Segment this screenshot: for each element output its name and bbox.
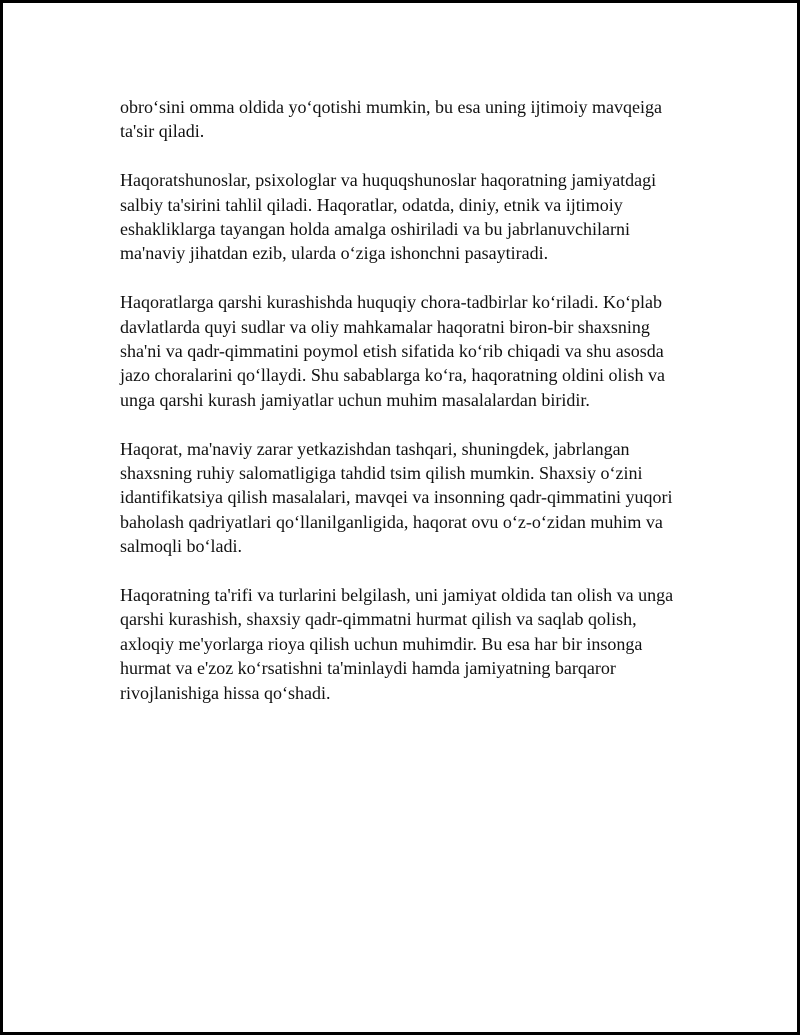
text-line: rivojlanishiga hissa qo‘shadi. xyxy=(120,682,331,703)
text-line: sha'ni va qadr-qimmatini poymol etish sifatida ko‘rib chiqadi va shu asosda xyxy=(120,341,664,362)
text-line: qarshi kurashish, shaxsiy qadr-qimmatni hurmat qilish va saqlab qolish, xyxy=(120,609,637,630)
paragraph-1 xyxy=(120,95,710,144)
text-line: shaxsning ruhiy salomatligiga tahdid tsim qilish mumkin. Shaxsiy o‘zini xyxy=(120,463,643,484)
text-line: Haqoratning ta'rifi va turlarini belgilash, uni jamiyat oldida tan olish va unga xyxy=(120,585,674,606)
text-line: hurmat va e'zoz ko‘rsatishni ta'minlaydi hamda jamiyatning barqaror xyxy=(120,658,616,679)
text-line: salbiy ta'sirini tahlil qiladi. Haqoratlar, odatda, diniy, etnik va ijtimoiy xyxy=(120,194,623,215)
paragraph-2 xyxy=(120,168,710,266)
text-line: jazo choralarini qo‘llaydi. Shu sabablarga ko‘ra, haqoratning oldini olish va xyxy=(120,365,666,386)
paragraph-3 xyxy=(120,290,710,412)
text-line: ma'naviy jihatdan ezib, ularda o‘ziga ishonchni pasaytiradi. xyxy=(120,243,549,264)
text-line: davlatlarda quyi sudlar va oliy mahkamalar haqoratni biron-bir shaxsning xyxy=(120,316,650,337)
text-line: salmoqli bo‘ladi. xyxy=(120,536,242,557)
text-line: unga qarshi kurash jamiyatlar uchun muhim masalalardan biridir. xyxy=(120,389,590,410)
text-line: axloqiy me'yorlarga rioya qilish uchun muhimdir. Bu esa har bir insonga xyxy=(120,633,643,654)
text-line: Haqoratshunoslar, psixologlar va huquqshunoslar haqoratning jamiyatdagi xyxy=(120,170,657,191)
text-line: eshakliklarga tayangan holda amalga oshiriladi va bu jabrlanuvchilarni xyxy=(120,219,630,240)
text-line: idantifikatsiya qilish masalalari, mavqei va insonning qadr-qimmatini yuqori xyxy=(120,487,673,508)
paragraph-5 xyxy=(120,583,710,705)
document-body xyxy=(120,95,710,729)
text-line: ta'sir qiladi. xyxy=(120,121,205,142)
text-line: Haqorat, ma'naviy zarar yetkazishdan tashqari, shuningdek, jabrlangan xyxy=(120,438,630,459)
text-line: obro‘sini omma oldida yo‘qotishi mumkin, bu esa uning ijtimoiy mavqeiga xyxy=(120,97,662,117)
text-line: baholash qadriyatlari qo‘llanilganligida, haqorat ovu o‘z-o‘zidan muhim va xyxy=(120,511,663,532)
text-line: Haqoratlarga qarshi kurashishda huquqiy chora-tadbirlar ko‘riladi. Ko‘plab xyxy=(120,292,662,313)
paragraph-4 xyxy=(120,437,710,559)
